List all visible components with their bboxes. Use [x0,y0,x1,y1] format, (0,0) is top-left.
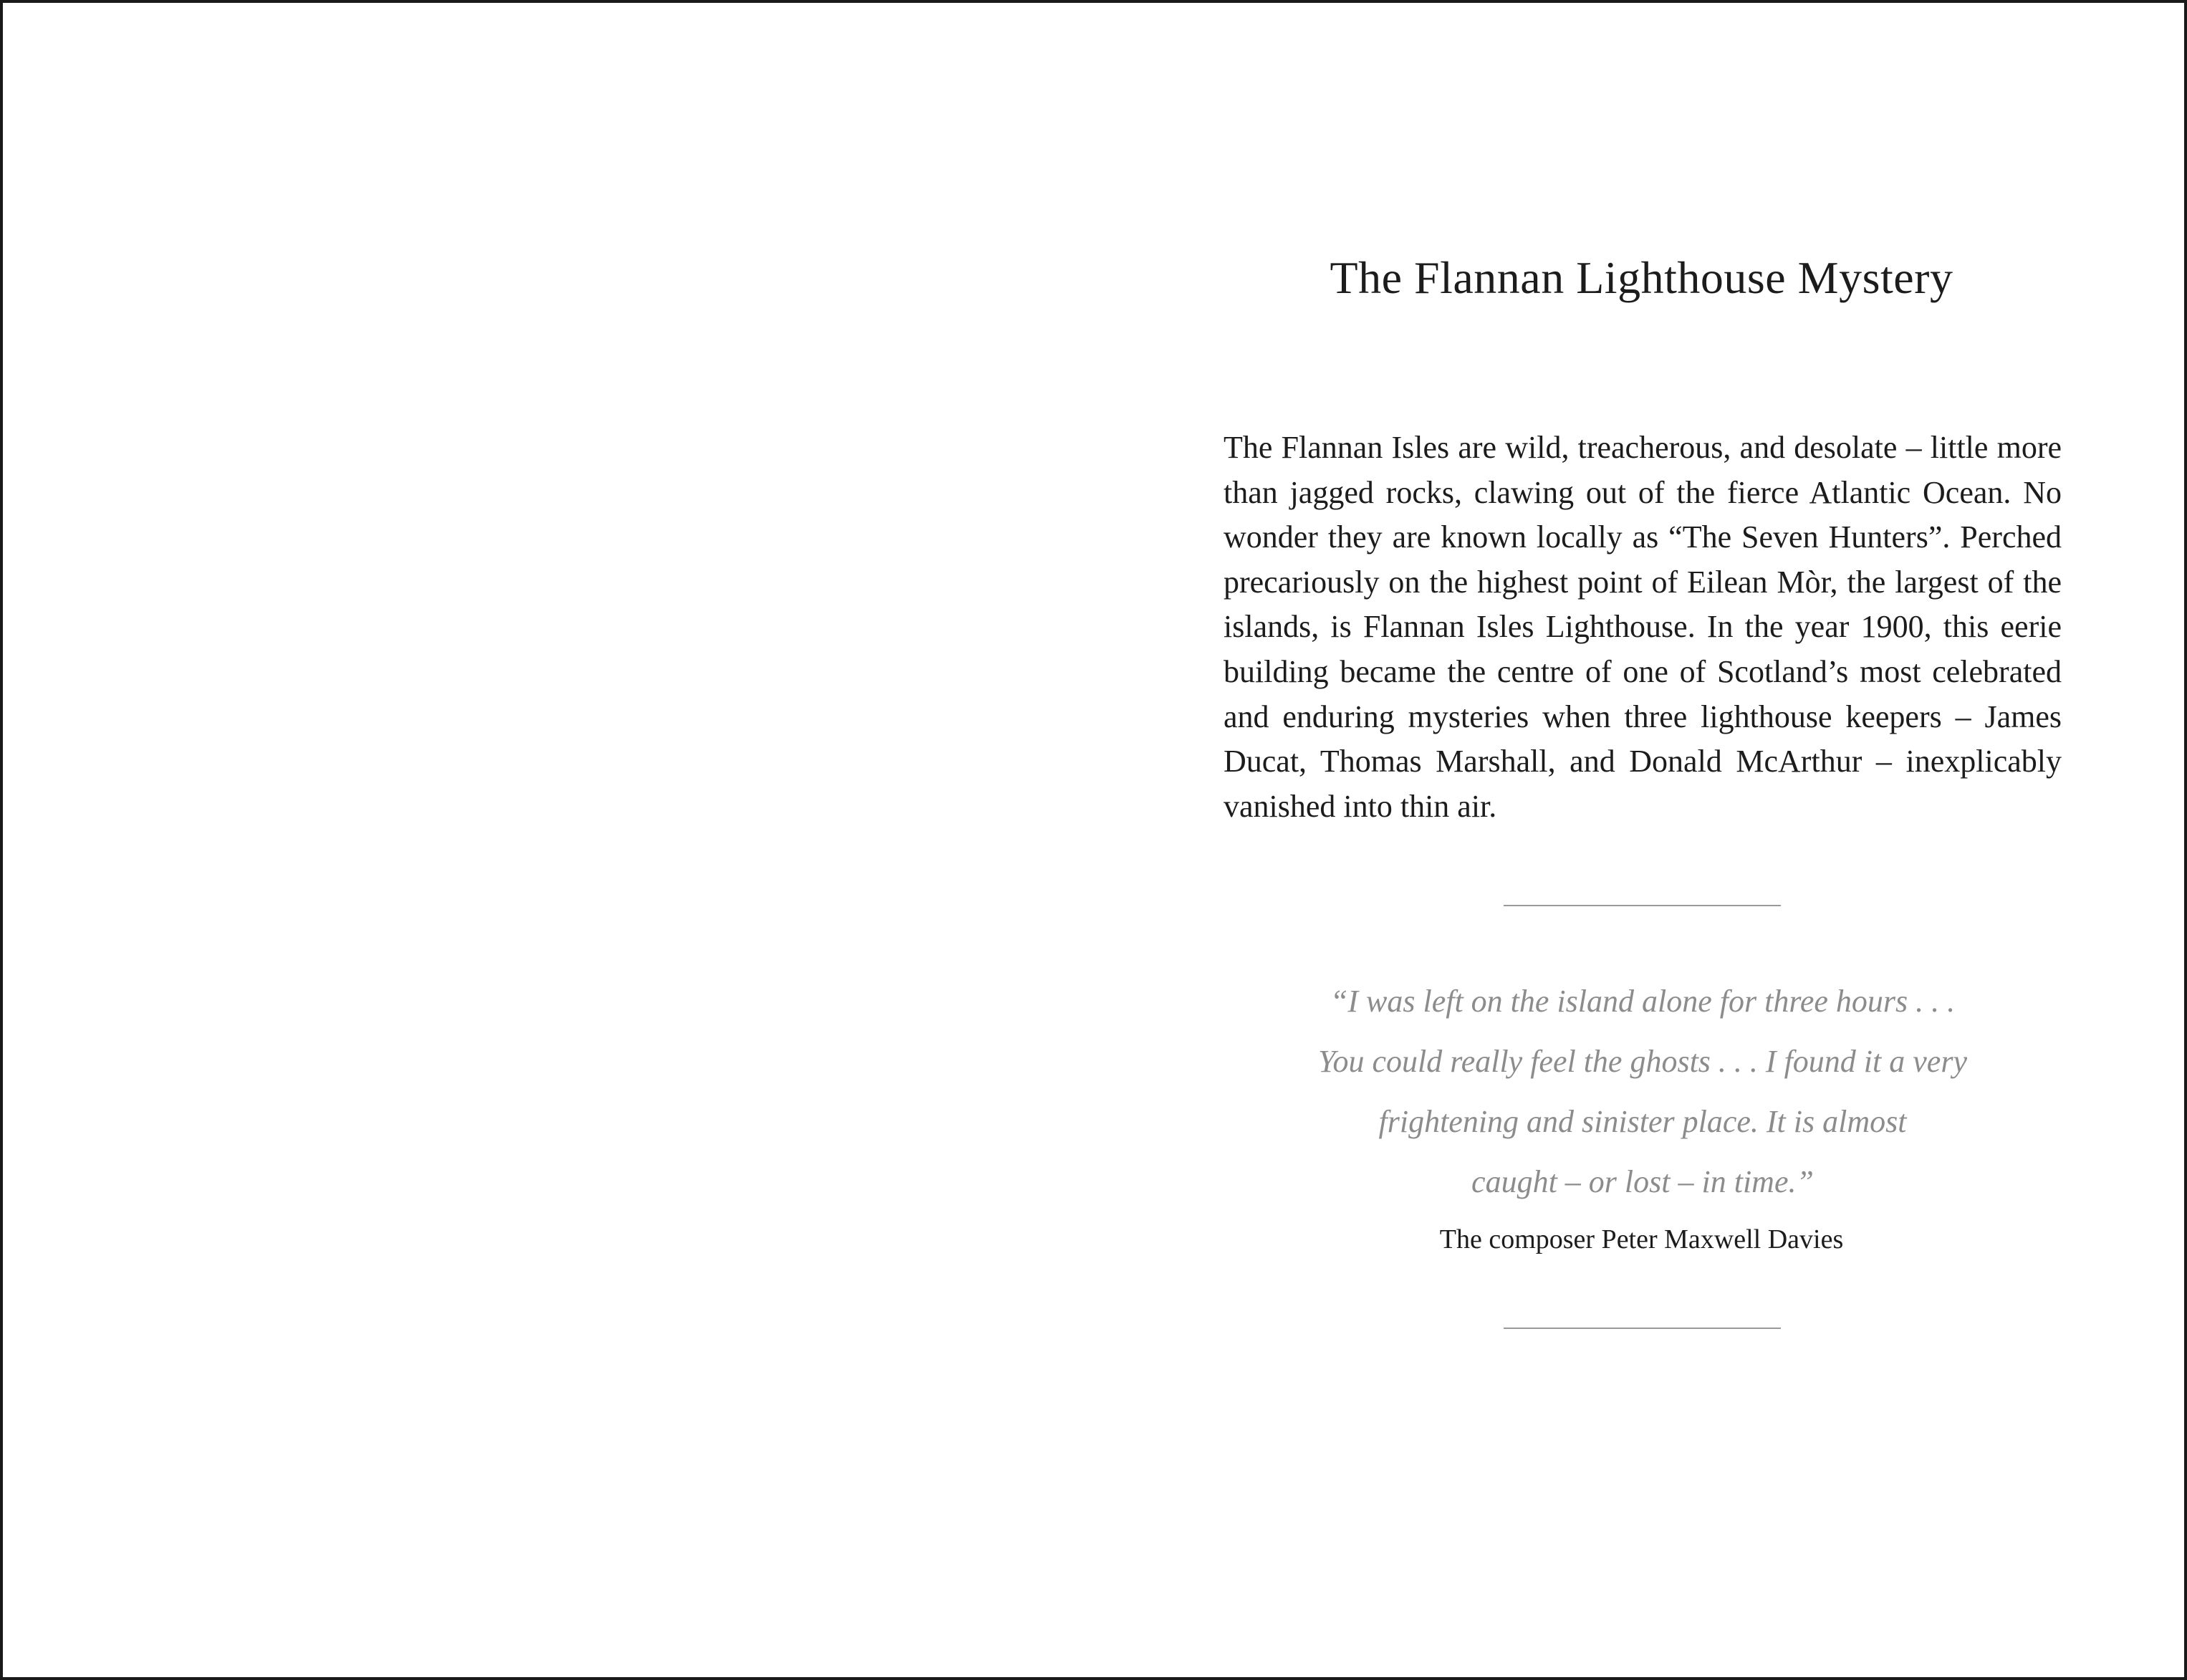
divider-bottom [1504,1328,1781,1329]
page-title: The Flannan Lighthouse Mystery [1330,252,1953,303]
quote-line: frightening and sinister place. It is almost [1378,1104,1907,1139]
pull-quote [1224,971,2062,1212]
quote-line: “I was left on the island alone for three hours . . . [1330,984,1956,1019]
right-page [1096,3,2187,1677]
left-page-blank [3,3,1096,1677]
quote-attribution: The composer Peter Maxwell Davies [1439,1224,1844,1254]
quote-line: caught – or lost – in time.” [1471,1164,1814,1199]
body-paragraph: The Flannan Isles are wild, treacherous, and desolate – little more than jagged rocks, clawing out of the fierce Atlantic Ocean. No wonder they are known locally as “The Seven Hunters”. Perched precariously on the highest point of Eilean Mòr, the largest of the islands, is Flannan Isles Lighthouse. In the year 1900, this eerie building became the centre of one of Scotland’s most celebrated and enduring mysteries when three lighthouse keepers – James Ducat, Thomas Marshall, and Donald McArthur – inexplicably vanished into thin air. [1224,430,2062,824]
divider-top [1504,905,1781,906]
quote-line: You could really feel the ghosts . . . I found it a very [1318,1044,1967,1079]
